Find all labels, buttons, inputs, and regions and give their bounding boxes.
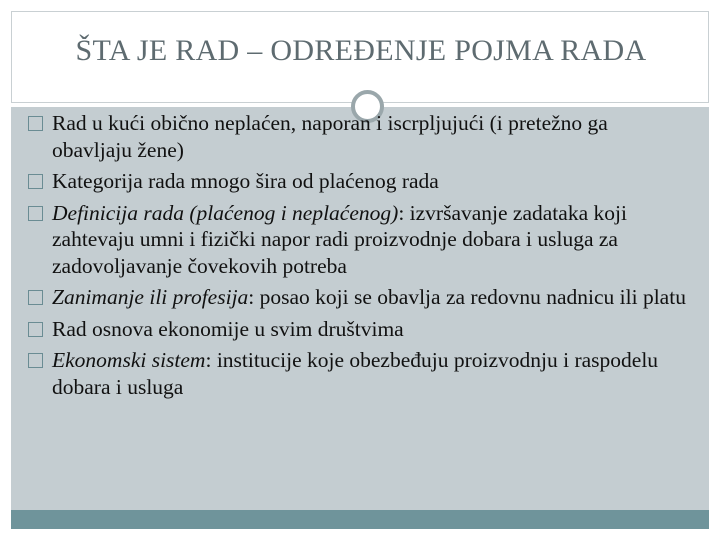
bullet-italic-term: Ekonomski sistem	[52, 348, 206, 372]
square-outline-icon	[28, 116, 43, 131]
bullet-item	[28, 200, 688, 280]
bullet-item	[28, 347, 688, 400]
bullet-item	[28, 284, 688, 311]
title-panel	[11, 11, 709, 103]
bullet-item	[28, 168, 688, 195]
square-outline-icon	[28, 206, 43, 221]
slide-title: ŠTA JE RAD – ODREĐENJE POJMA RADA	[75, 34, 647, 67]
bullet-text: : posao koji se obavlja za redovnu nadnicu ili platu	[248, 285, 686, 309]
bullet-text: Rad osnova ekonomije u svim društvima	[52, 316, 404, 341]
square-outline-icon	[28, 353, 43, 368]
bullet-text: Rad u kući obično neplaćen, naporan i iscrpljujući (i pretežno ga obavljaju žene)	[52, 111, 608, 162]
bullet-list	[28, 110, 688, 405]
footer-bar	[11, 510, 709, 529]
square-outline-icon	[28, 322, 43, 337]
bullet-item	[28, 110, 688, 163]
bullet-text: : izvršavanje zadataka koji zahtevaju umni i fizički napor radi proizvodnje dobara i usluga za zadovoljavanje čovekovih potreba	[52, 200, 627, 278]
bullet-item	[28, 316, 688, 343]
square-outline-icon	[28, 290, 43, 305]
square-outline-icon	[28, 174, 43, 189]
bullet-italic-term: Definicija rada (plaćenog i neplaćenog)	[52, 200, 399, 225]
bullet-italic-term: Zanimanje ili profesija	[52, 285, 249, 309]
bullet-text: Kategorija rada mnogo šira od plaćenog rada	[52, 169, 439, 193]
bullet-text: : institucije koje obezbeđuju proizvodnju i raspodelu dobara i usluga	[52, 348, 659, 399]
